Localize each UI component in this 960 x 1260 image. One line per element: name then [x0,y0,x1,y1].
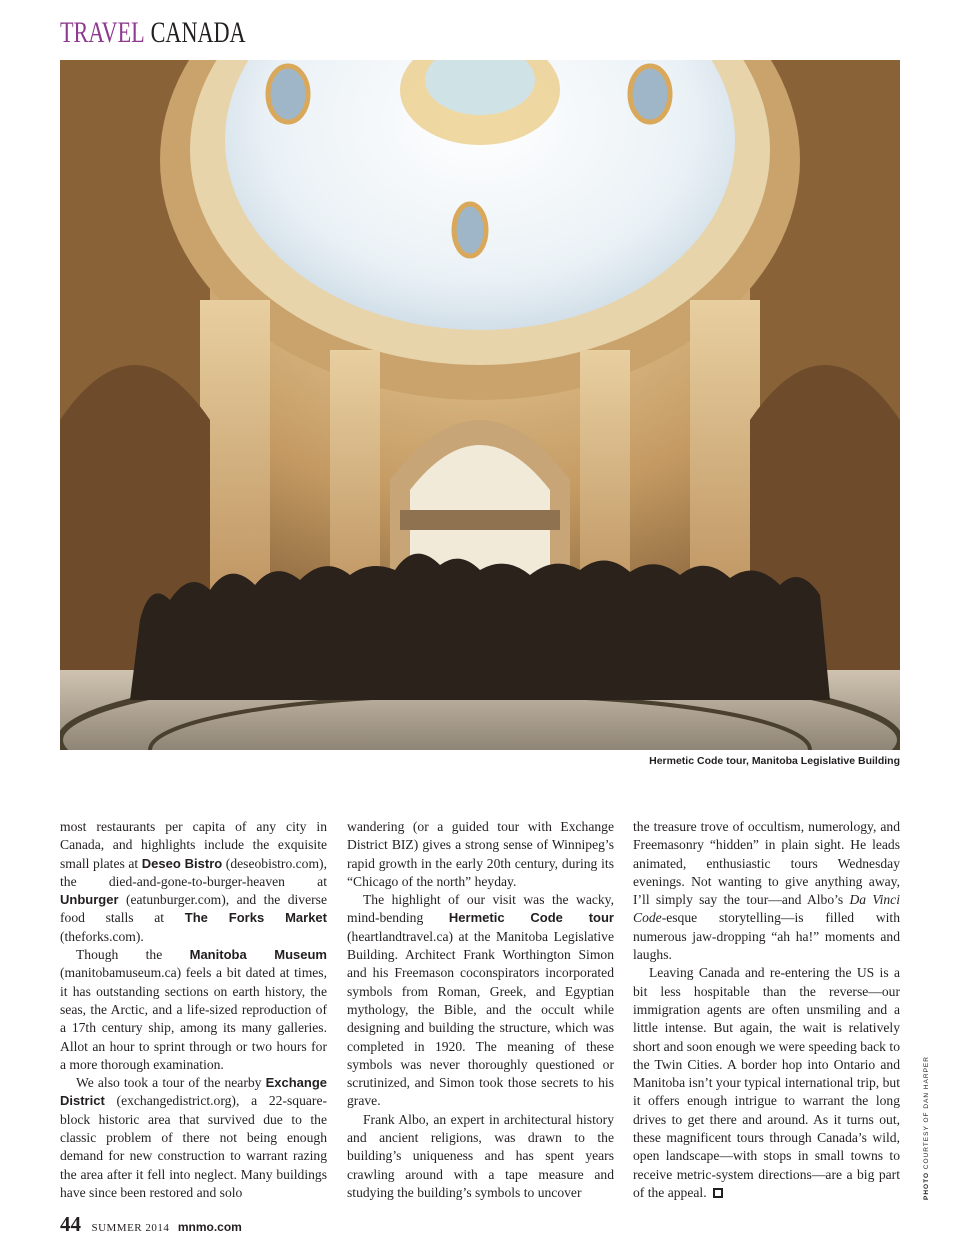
page-footer [60,1212,242,1237]
text-column-1 [60,818,327,1202]
text-column-2 [347,818,614,1202]
paragraph: The highlight of our visit was the wacky, mind-bending Hermetic Code tour (heartlandtravel.ca) at the Manitoba Legislative Building. Architect Frank Worthington Simon and his Freemason coconspirators incorporated symbols from Roman, Greek, and Egyptian mythology, the Bible, and the occult while designing and building the structure, which was completed in 1920. The meaning of these symbols was never thoroughly questioned or scrutinized, and Simon took those secrets to his grave. [347,892,614,1109]
text-column-3 [633,818,900,1202]
paragraph: Though the Manitoba Museum (manitobamuseum.ca) feels a bit dated at times, it has outstanding sections on earth history, the seas, the Arctic, and a life-sized reproduction of a 17th century ship, among its many galleries. Allot an hour to sprint through or two hours for a more thorough examination. [60,947,327,1072]
photo-caption: Hermetic Code tour, Manitoba Legislative Building [649,755,900,767]
paragraph: wandering (or a guided tour with Exchange District BIZ) gives a strong sense of Winnipeg’s rapid growth in the early 20th century, during its “Chicago of the north” heyday. [347,819,614,889]
article-body [60,818,900,1208]
end-mark-icon [713,1188,723,1198]
issue-label: SUMMER 2014 [91,1222,170,1234]
page-number: 44 [60,1212,81,1236]
site-url: mnmo.com [177,1220,242,1234]
section-header [60,16,246,50]
paragraph: Leaving Canada and re-entering the US is a bit less hospitable than the reverse—our immigration agents are often unsmiling and a little intense. But again, the wait is relatively short and soon enough we were speeding back to the Twin Cities. A border hop into Ontario and Manitoba isn’t your typical international trip, but it offers enough intrigue to warrant the long drives to get there and around. As it turns out, these magnificent tours through Canada’s wild, open landscape—with stops in small towns to receive metric-system directions—are a big part of the appeal. [633,965,900,1200]
section-title: CANADA [150,16,246,49]
paragraph: Frank Albo, an expert in architectural history and ancient religions, was drawn to the building’s uniqueness and has spent years crawling around with a tape measure and studying the building’s symbols to uncover [347,1111,614,1200]
paragraph: most restaurants per capita of any city in Canada, and highlights include the exquisite small plates at Deseo Bistro (deseobistro.com), the died-and-gone-to-burger-heaven at Unburger (eatunburger.com), and the diverse food stalls at The Forks Market (theforks.com). [60,819,327,944]
photo-credit: PHOTO COURTESY OF DAN HARPER [923,1056,930,1200]
paragraph: We also took a tour of the nearby Exchange District (exchangedistrict.org), a 22-square-block historic area that survived due to the classic problem of there not being enough demand for new construction to warrant razing the area after it fell into neglect. Many buildings have since been restored and solo [60,1075,327,1200]
section-label: TRAVEL [60,16,145,49]
paragraph: the treasure trove of occultism, numerology, and Freemasonry “hidden” in plain sight. He leads animated, enthusiastic tours Wednesday evenings. Not wanting to give anything away, I’ll simply say the tour—and Albo’s Da Vinci Code-esque storytelling—is filled with numerous jaw-dropping “ah ha!” moments and laughs. [633,819,900,963]
rotunda-photo [60,60,900,750]
